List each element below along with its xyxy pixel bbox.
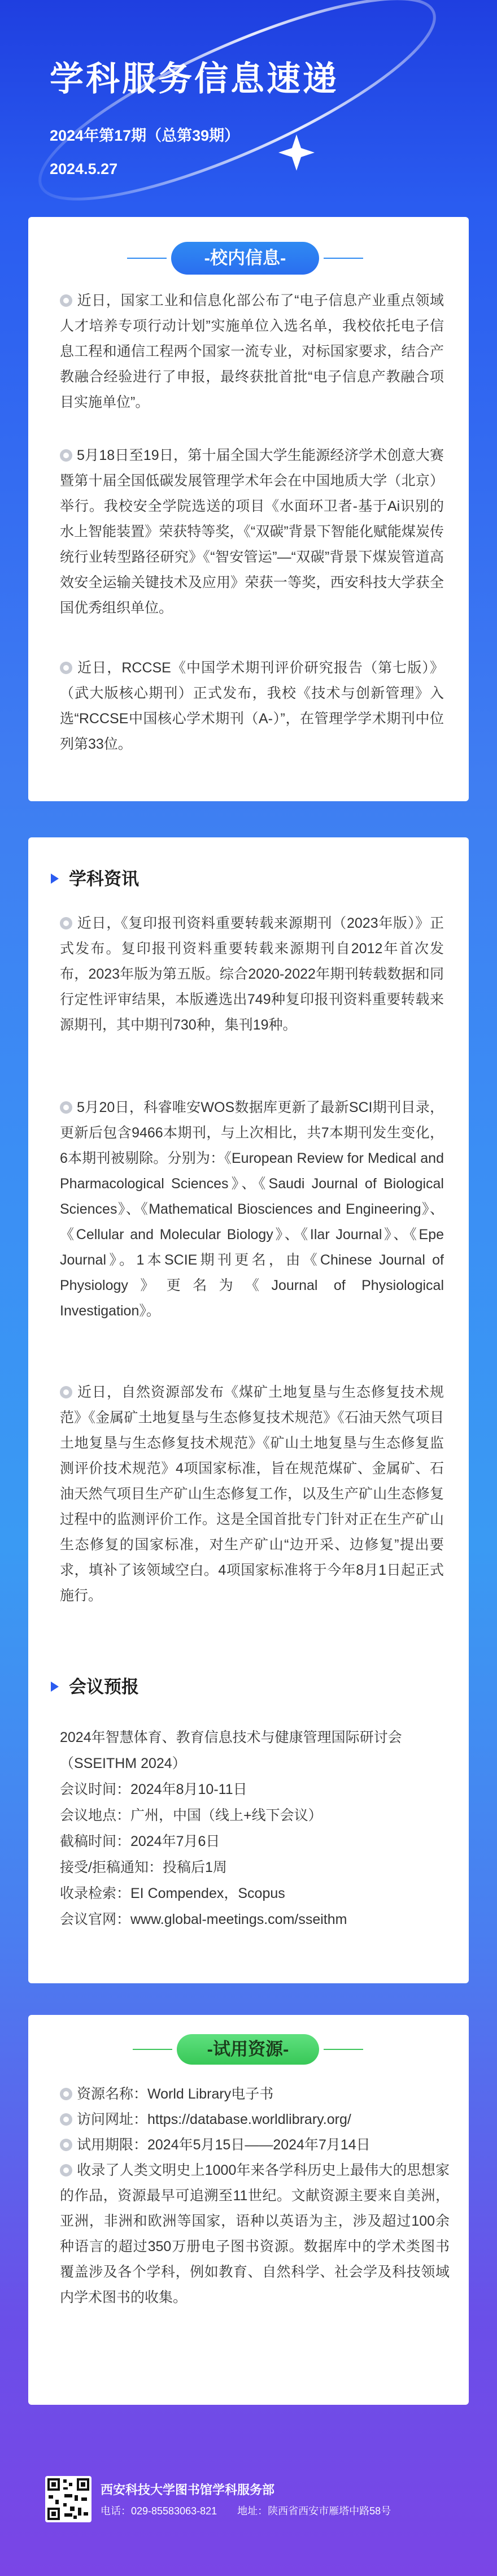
footer-phone: 电话：029-85583063-821 [101,2505,217,2517]
triangle-icon [51,1682,59,1692]
trial-resource-tag: -试用资源- [177,2034,319,2065]
trial-resource-details [60,2082,450,2310]
issue-number: 2024年第17期（总第39期） [50,127,240,144]
news-item [60,288,444,415]
conference-heading [51,1673,139,1698]
resource-description [60,2158,450,2310]
academic-info-heading-text: 学科资讯 [69,869,139,889]
bullet-icon [60,1101,72,1114]
issue-date: 2024.5.27 [50,160,118,177]
conference-notification: 接受/拒稿通知：投稿后1周 [60,1860,227,1875]
resource-url[interactable] [60,2107,450,2132]
campus-news-card [28,217,469,801]
header [0,0,497,215]
bullet-icon [60,2113,72,2126]
conference-indexing: 收录检索：EI Compendex，Scopus [60,1886,285,1901]
bullet-icon [60,2088,72,2100]
resource-description-text: 收录了人类文明史上1000年来各学科历史上最伟大的思想家的作品，资源最早可追溯至11世纪。文献资源主要来自美洲，亚洲，非洲和欧洲等国家，语种以英语为主，涉及超过100余种语言的超过350万册电子图书资源。数据库中的学术类图书覆盖涉及各个学科，例如教育、自然科学、社会学及科技领域内学术图书的收集。 [60,2162,450,2305]
bullet-icon [60,294,72,307]
bullet-icon [60,2139,72,2151]
triangle-icon [51,874,59,884]
conference-deadline: 截稿时间：2024年7月6日 [60,1834,220,1849]
conference-name: 2024年智慧体育、教育信息技术与健康管理国际研讨会（SSEITHM 2024） [60,1730,402,1771]
info-item-text: 近日，自然资源部发布《煤矿土地复垦与生态修复技术规范》《金属矿土地复垦与生态修复技术规范》《石油天然气项目土地复垦与生态修复技术规范》《矿山土地复垦与生态修复监测评价技术规范》4项国家标准，旨在规范煤矿、金属矿、石油天然气项目生产矿山生态修复工作，以及生产矿山生态修复过程中的监测评价工作。这是全国首批专门针对正在生产矿山生态修复的国家标准，对生产矿山“边开采、边修复”提出要求，填补了该领域空白。4项国家标准将于今年8月1日起正式施行。 [60,1384,444,1604]
footer-org-name: 西安科技大学图书馆学科服务部 [101,2483,275,2497]
conference-heading-text: 会议预报 [69,1677,139,1697]
news-item-text: 近日，RCCSE《中国学术期刊评价研究报告（第七版）》（武大版核心期刊）正式发布，我校《技术与创新管理》入选“RCCSE中国核心学术期刊（A-）”，在管理学学术期刊中位列第33位。 [60,660,444,752]
footer-address: 地址：陕西省西安市雁塔中路58号 [237,2505,391,2517]
orbit-decoration [0,0,497,215]
news-item-text: 近日，国家工业和信息化部公布了“电子信息产业重点领域人才培养专项行动计划”实施单位入选名单，我校依托电子信息工程和通信工程两个国家一流专业，对标国家要求，结合产教融合经验进行了申报，最终获批首批“电子信息产教融合项目实施单位”。 [60,293,444,410]
sparkle-icon [278,134,315,171]
bullet-icon [60,917,72,929]
bullet-icon [60,2164,72,2177]
qr-code-icon [45,2476,91,2522]
info-item [60,911,444,1038]
page-title: 学科服务信息速递 [50,59,339,99]
conference-time: 会议时间：2024年8月10-11日 [60,1782,247,1797]
academic-info-card [28,837,469,1983]
resource-name-text: 资源名称：World Library电子书 [77,2086,274,2102]
news-item-text: 5月18日至19日，第十届全国大学生能源经济学术创意大赛暨第十届全国低碳发展管理学术年会在中国地质大学（北京）举行。我校安全学院选送的项目《水面环卫者-基于Ai识别的水上智能装置》荣获特等奖，《“双碳”背景下智能化赋能煤炭传统行业转型路径研究》《“智安管运”—“双碳”背景下煤炭管道高效安全运输关键技术及应用》荣获一等奖，西安科技大学获全国优秀组织单位。 [60,448,444,616]
resource-url-text[interactable]: 访问网址：https://database.worldlibrary.org/ [77,2112,351,2127]
campus-news-tag: -校内信息- [171,242,319,275]
academic-info-heading [51,865,139,890]
info-item-text: 近日，《复印报刊资料重要转载来源期刊（2023年版）》正式发布。复印报刊资料重要转载来源期刊自2012年首次发布，2023年版为第五版。综合2020-2022年期刊转载数据和同行定性评审结果，本版遴选出749种复印报刊资料重要转载来源期刊，其中期刊730种，集刊19种。 [60,915,444,1033]
footer-contact [101,2503,391,2518]
news-item [60,443,444,621]
resource-trial-period-text: 试用期限：2024年5月15日——2024年7月14日 [77,2137,370,2153]
info-item-text: 5月20日，科睿唯安WOS数据库更新了最新SCI期刊目录，更新后包含9466本期刊，与上次相比，共7本期刊发生变化，6本期刊被剔除。分别为：《European Review for Medical and Pharmacological Sciences》、《Saudi Journal of Biological Sciences》、《Mathematical Biosciences and Engineering》、《Cellular and Molecular Biology》、《Ilar Journal》、《Epe Journal》。1本SCIE期刊更名，由《Chinese Journal of Physiology》更名为《Journal of Physiological Investigation》。 [60,1100,444,1319]
bullet-icon [60,449,72,462]
resource-name [60,2082,450,2107]
footer [0,2475,497,2576]
trial-resource-card [28,2015,469,2405]
bullet-icon [60,662,72,674]
bullet-icon [60,1386,72,1398]
info-item [60,1095,444,1324]
conference-venue: 会议地点：广州，中国（线上+线下会议） [60,1808,322,1823]
conference-website[interactable]: 会议官网：www.global-meetings.com/sseithm [60,1912,347,1927]
info-item [60,1380,444,1609]
conference-details [60,1724,450,1932]
resource-trial-period [60,2132,450,2158]
news-item [60,655,444,757]
